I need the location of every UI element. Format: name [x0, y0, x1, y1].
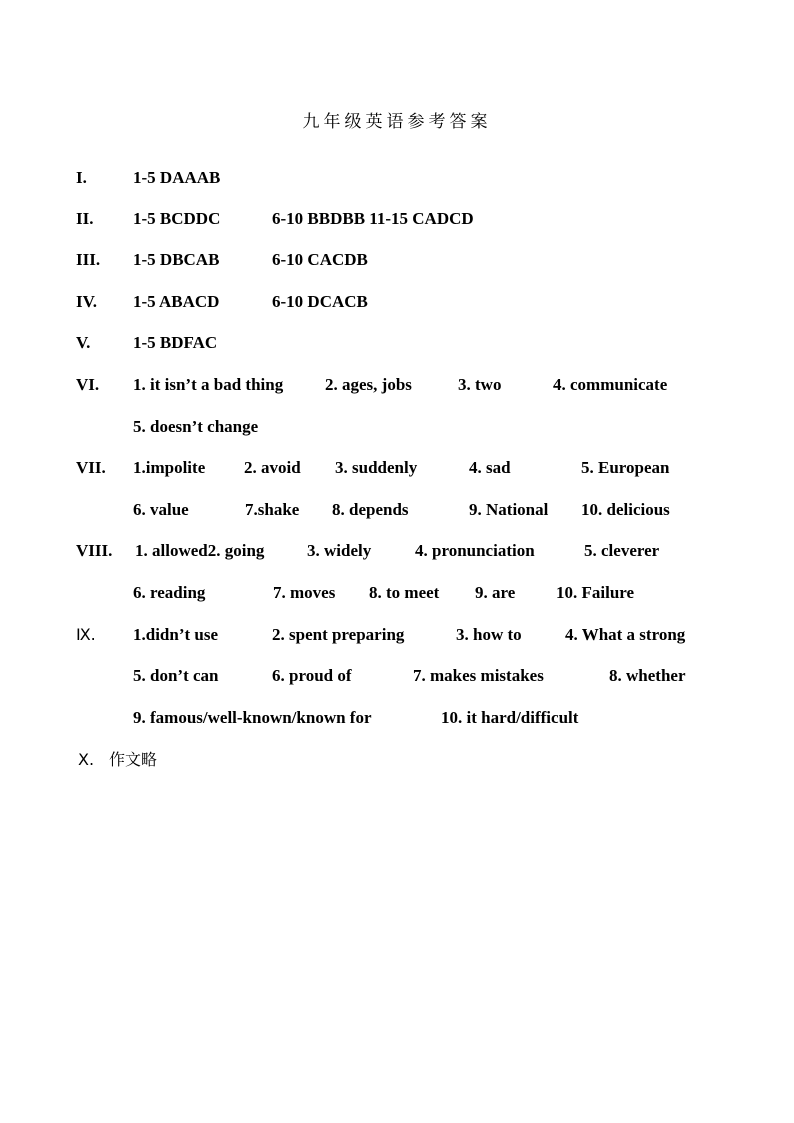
answer-item: 7. makes mistakes — [413, 666, 544, 685]
answer-item: 6-10 DCACB — [272, 292, 368, 311]
answer-item: 8. whether — [609, 666, 686, 685]
section-number: II. — [76, 209, 94, 228]
answer-item: 5. doesn’t change — [133, 417, 259, 436]
section-number: Ⅸ. — [76, 625, 96, 644]
answer-item: 1-5 DBCAB — [133, 250, 220, 269]
answer-item: 5. European — [581, 458, 670, 477]
answer-item: 6-10 CACDB — [272, 250, 368, 269]
answer-item: 10. delicious — [581, 500, 670, 519]
answer-item: 6. reading — [133, 583, 206, 602]
section-number: I. — [76, 168, 87, 187]
answer-item: 8. to meet — [369, 583, 440, 602]
section-number: V. — [76, 333, 91, 352]
section-number: IV. — [76, 292, 97, 311]
answer-item: 1-5 BCDDC — [133, 209, 221, 228]
answer-item: 4. communicate — [553, 375, 668, 394]
answer-item: 5. don’t can — [133, 666, 219, 685]
answer-item: 1-5 ABACD — [133, 292, 220, 311]
section-number: Ⅹ. — [78, 750, 95, 769]
answer-item: 3. two — [458, 375, 502, 394]
answer-item: 4. What a strong — [565, 625, 686, 644]
answer-item: 3. widely — [307, 541, 372, 560]
answer-item: 3. how to — [456, 625, 522, 644]
answer-item: 1.didn’t use — [133, 625, 219, 644]
answer-item: 1. it isn’t a bad thing — [133, 375, 284, 394]
answer-item: 4. pronunciation — [415, 541, 535, 560]
answer-item: 7.shake — [245, 500, 300, 519]
answer-item: 7. moves — [273, 583, 336, 602]
answer-item: 10. it hard/difficult — [441, 708, 579, 727]
answer-item: 9. famous/well-known/known for — [133, 708, 372, 727]
answer-item: 1.impolite — [133, 458, 206, 477]
answer-item: 作文略 — [109, 750, 158, 769]
answer-item: 6-10 BBDBB 11-15 CADCD — [272, 209, 474, 228]
answer-item: 9. National — [469, 500, 549, 519]
answer-item: 9. are — [475, 583, 516, 602]
answer-item: 1. allowed2. going — [135, 541, 265, 560]
section-number: VI. — [76, 375, 100, 394]
answer-item: 2. avoid — [244, 458, 301, 477]
section-number: VII. — [76, 458, 106, 477]
answer-item: 5. cleverer — [584, 541, 660, 560]
answer-item: 6. value — [133, 500, 189, 519]
answer-item: 4. sad — [469, 458, 511, 477]
answer-item: 3. suddenly — [335, 458, 418, 477]
answer-item: 10. Failure — [556, 583, 635, 602]
answer-item: 1-5 BDFAC — [133, 333, 218, 352]
section-number: III. — [76, 250, 101, 269]
answer-item: 6. proud of — [272, 666, 352, 685]
answer-item: 2. spent preparing — [272, 625, 405, 644]
answer-item: 8. depends — [332, 500, 409, 519]
page-title: 九年级英语参考答案 — [302, 112, 492, 132]
answer-item: 1-5 DAAAB — [133, 168, 221, 187]
section-number: VIII. — [76, 541, 113, 560]
answer-item: 2. ages, jobs — [325, 375, 412, 394]
